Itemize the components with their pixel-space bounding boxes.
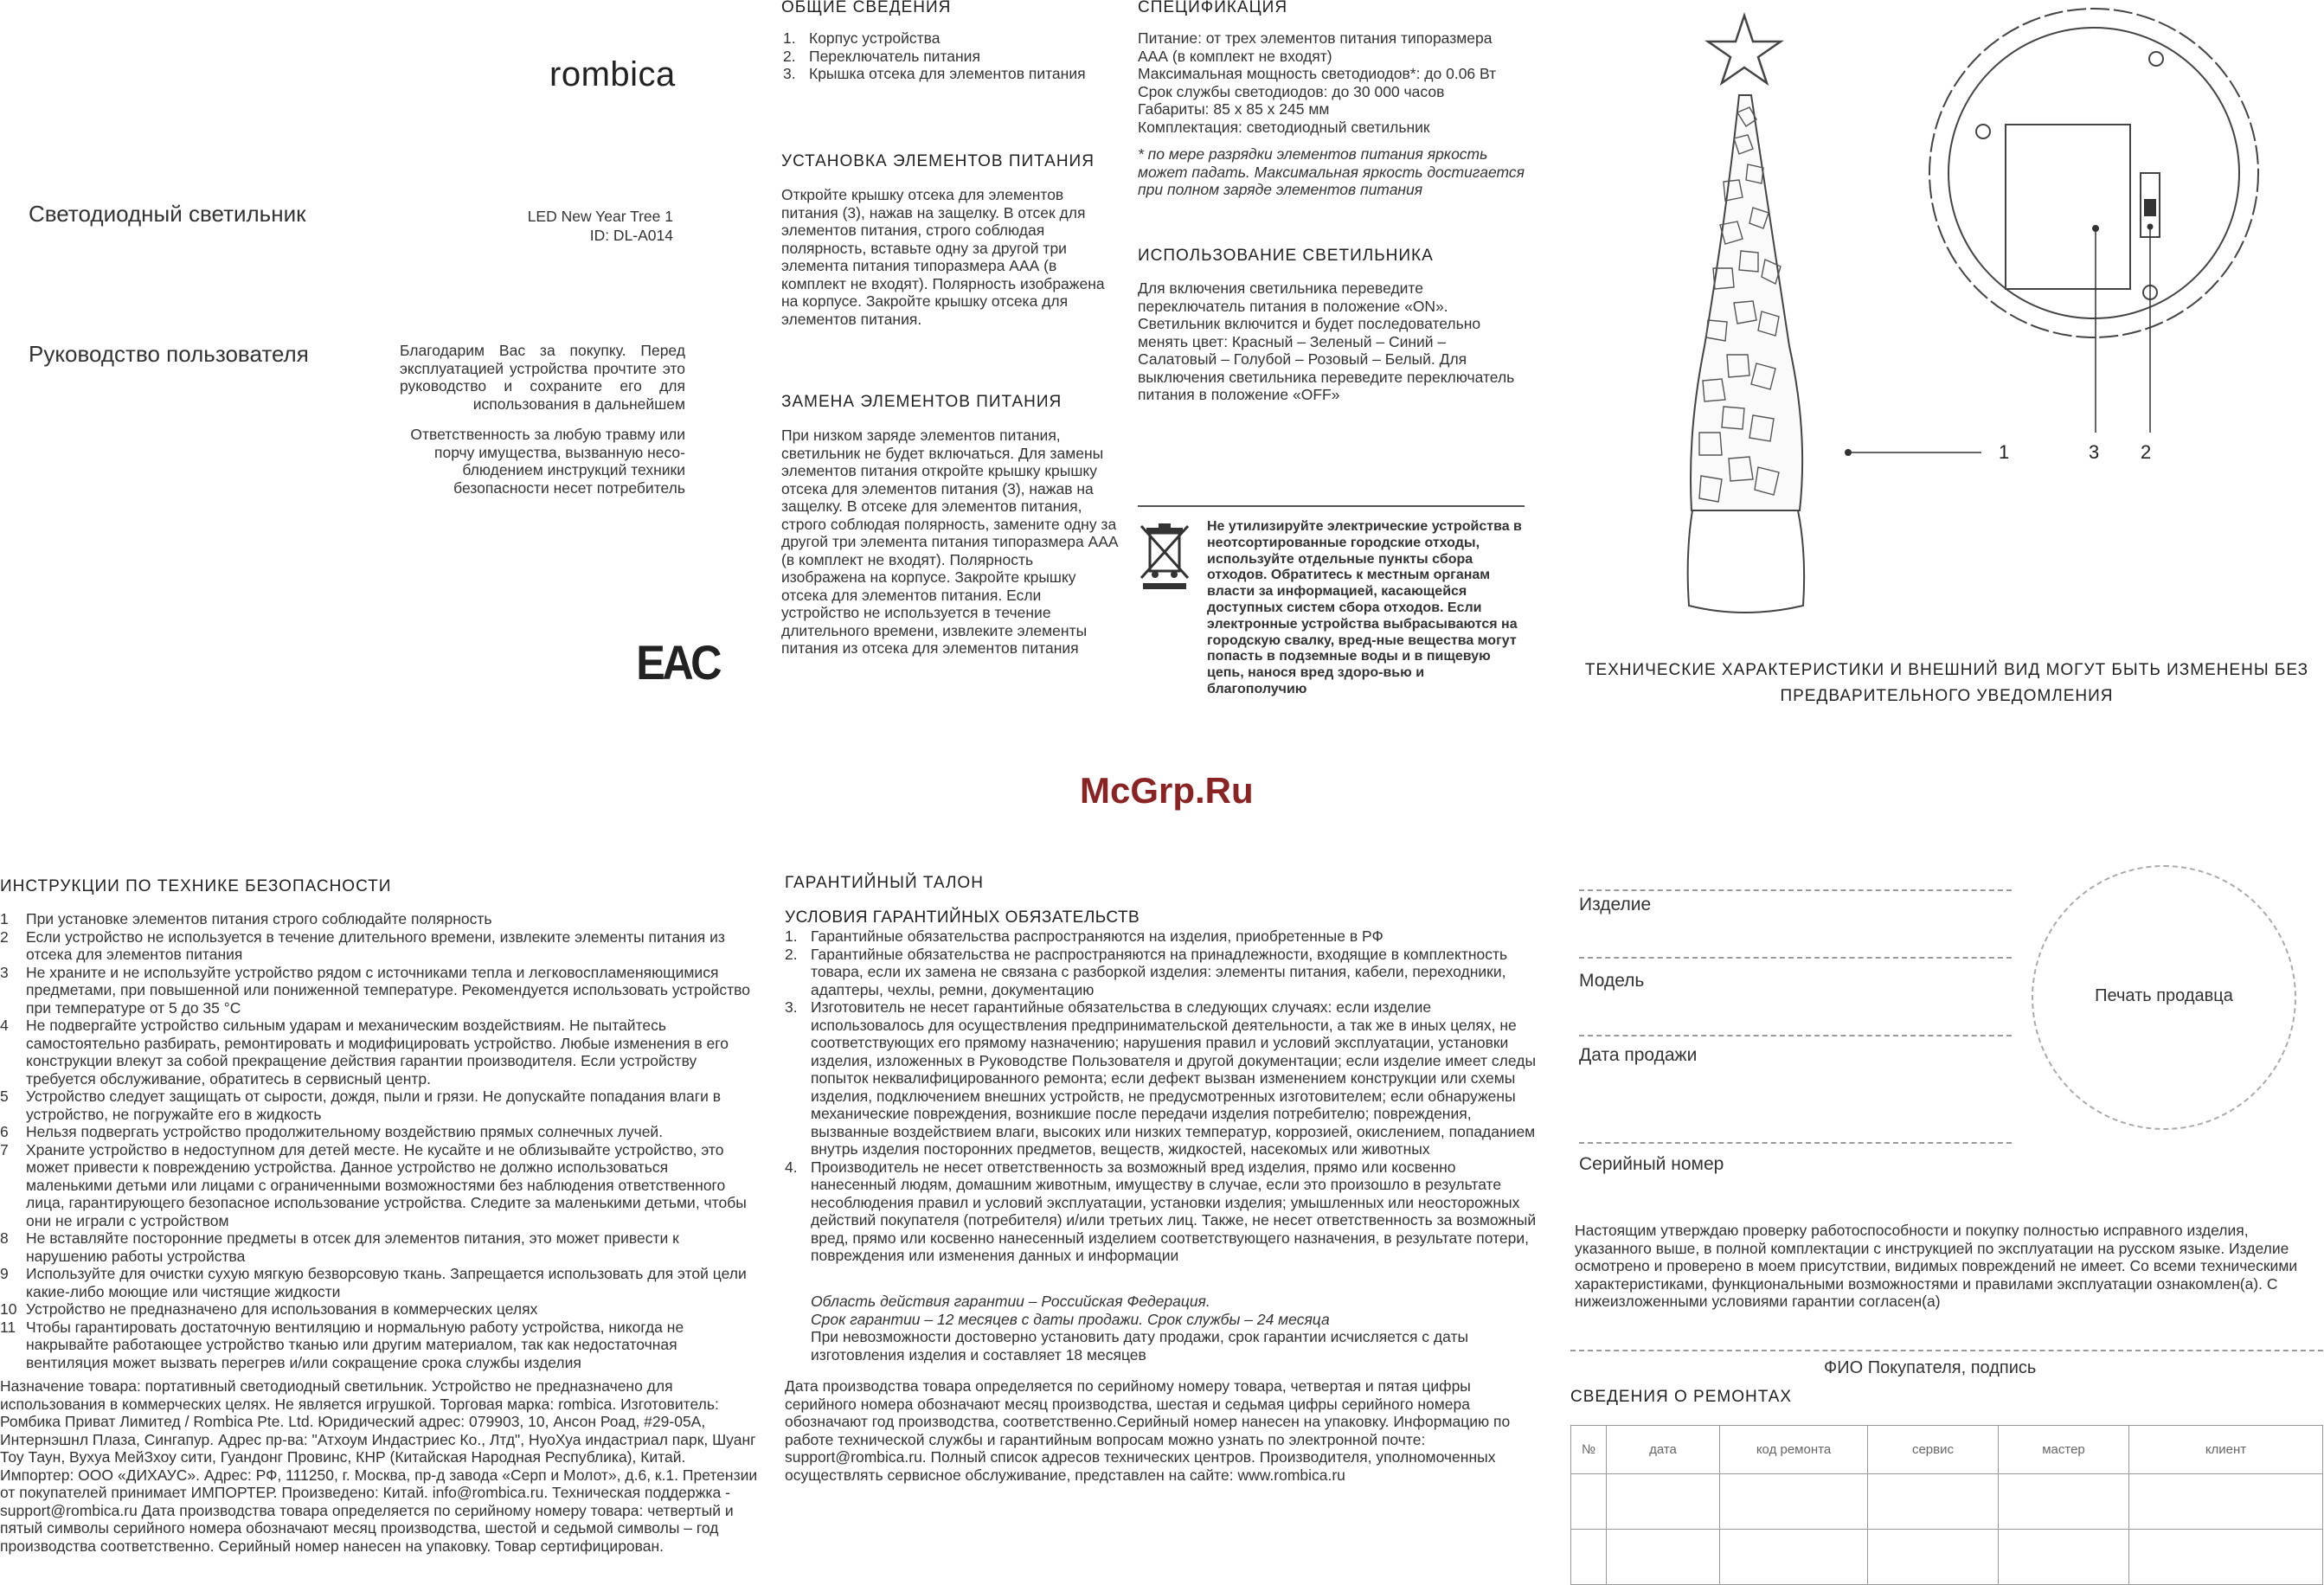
- usage-text: Для включения светильника переведите переключатель питания в положение «ON». Светильник включится и будет последовательно менять цвет: Красный – Зеленый – Синий – Салатовый – Голубой – Розовый – Белый. Для выключения светильника переведите переключатель питания в положение «OFF»: [1138, 279, 1515, 403]
- manual-title: Руководство пользователя: [29, 341, 309, 367]
- general-item: 1. Корпус устройства: [783, 29, 941, 47]
- warranty-item: 1. Гарантийные обязательства распространяются на изделия, приобретенные в РФ: [785, 927, 1383, 945]
- safety-item: 7 Храните устройство в недоступном для детей месте. Не кусайте и не облизывайте устройство, это может привести к повреждению устройства. Данное устройство не должно использоваться маленькими детьми или лицами с ограниченными возможностями без наблюдения ответственного лица, гарантирующего безопасное использование устройства. Следите за маленькими детьми, чтобы они не играли с устройством: [0, 1140, 747, 1229]
- warranty-subtitle: УСЛОВИЯ ГАРАНТИЙНЫХ ОБЯЗАТЕЛЬСТВ: [785, 908, 1140, 927]
- repairs-col-master: мастер: [1999, 1426, 2129, 1474]
- safety-title: ИНСТРУКЦИИ ПО ТЕХНИКЕ БЕЗОПАСНОСТИ: [0, 877, 392, 895]
- repairs-col-client: клиент: [2129, 1426, 2323, 1474]
- install-title: УСТАНОВКА ЭЛЕМЕНТОВ ПИТАНИЯ: [781, 152, 1095, 170]
- safety-item: 11 Чтобы гарантировать достаточную вентиляцию и нормальную работу устройства, никогда не накрывайте работающее устройство тканью или другим материалом, так как недостаточная вентиляция может вызвать перегрев и/или сокращение срока службы изделия: [0, 1318, 684, 1371]
- warranty-scope: Область действия гарантии – Российская Федерация.: [811, 1293, 1210, 1310]
- warranty-term: Срок гарантии – 12 месяцев с даты продажи. Срок службы – 24 месяца: [811, 1310, 1330, 1328]
- usage-title: ИСПОЛЬЗОВАНИЕ СВЕТИЛЬНИКА: [1138, 247, 1434, 265]
- table-cell[interactable]: [1999, 1530, 2129, 1585]
- safety-item: 10 Устройство не предназначено для использования в коммерческих целях: [0, 1300, 538, 1318]
- general-list: [783, 29, 1120, 83]
- table-cell[interactable]: [1720, 1530, 1868, 1585]
- watermark: McGrp.Ru: [1080, 770, 1254, 811]
- repairs-col-date: дата: [1607, 1426, 1720, 1474]
- repairs-col-service: сервис: [1868, 1426, 1999, 1474]
- warranty-fallback: При невозможности достоверно установить дату продажи, срок гарантии исчисляется с даты изготовления изделия и составляет 18 месяцев: [811, 1328, 1469, 1364]
- warranty-extra: [811, 1293, 1538, 1364]
- repairs-title: СВЕДЕНИЯ О РЕМОНТАХ: [1570, 1388, 1793, 1406]
- table-cell[interactable]: [1720, 1474, 1868, 1530]
- safety-item: 9 Используйте для очистки сухую мягкую безворсовую ткань. Запрещается использовать для этой цели какие-либо моющие или чистящие жидкости: [0, 1265, 747, 1300]
- field-product-label: Изделие: [1579, 895, 1652, 914]
- seller-stamp-label: Печать продавца: [2095, 986, 2233, 1005]
- warranty-item: 4. Производитель не несет ответственность за возможный вред изделия, прямо или косвенно нанесенный людям, домашним животным, имуществу в случае, если это произошло в результате несоблюдения правил и условий эксплуатации, установки изделия; умышленных или неосторожных действий покупателя (потребителя) и/или третьих лиц. Также, не несет ответственность за возможный вред, прямо или косвенно нанесенный изделием соответствующего назначения, в результате потери, повреждения или изменения данных и информации: [785, 1158, 1537, 1264]
- warranty-list: [785, 927, 1538, 1265]
- star-icon: [1708, 16, 1781, 83]
- production-info: Дата производства товара определяется по серийному номеру товара, четвертая и пятая цифры серийного номера обозначают месяц производства, шестая и седьмая цифры серийного номера обозначают год производства, соответственно.Серийный номер нанесен на упаковку. Информацию по работе технической службы и гарантийным вопросам можно узнать по электронной почте: support@rombica.ru. Полный список адресов технических центров. Производителя, уполномоченных осуществлять сервисное обслуживание, представлен на сайте: www.rombica.ru: [785, 1377, 1511, 1484]
- safety-item: 8 Не вставляйте посторонние предметы в отсек для элементов питания, это может привести к нарушению работы устройства: [0, 1229, 679, 1265]
- replace-text: При низком заряде элементов питания, светильник не будет включаться. Для замены элементов питания откройте крышку крышку отсека для элементов питания (3), нажав на защелку. В отсеке для элементов питания, строго соблюдая полярность, замените одну за другой три элемента питания типоразмера ААА (в комплект не входят). Полярность изображена на корпусе. Закройте крышку отсека для элементов питания. Если устройство не используется в течение длительного времени, извлеките элементы питания из отсека для элементов питания: [781, 427, 1119, 657]
- table-cell[interactable]: [1868, 1530, 1999, 1585]
- warranty-title: ГАРАНТИЙНЫЙ ТАЛОН: [785, 874, 984, 892]
- spec-line: Питание: от трех элементов питания типоразмера: [1138, 29, 1493, 47]
- callout-label-2: 2: [2141, 441, 2152, 463]
- table-row: [1571, 1530, 2323, 1585]
- safety-item: 4 Не подвергайте устройство сильным ударам и механическим воздействиям. Не пытайтесь самостоятельно разбирать, ремонтировать и модифицировать устройство. Любые изменения в его конструкции влекут за собой прекращение действия гарантии производителя. Если устройству требуется обслуживание, обратитесь в сервисный центр.: [0, 1017, 729, 1088]
- warranty-item: 3. Изготовитель не несет гарантийные обязательства в следующих случаях: если изделие использовалось для осуществления предпринимательской деятельности, а так же в иных целях, не соответствующих его прямому назначению; нарушения правил и условий эксплуатации, установки изделия, изложенных в Руководстве Пользователя и другой документации; если изделие имеет следы попыток неквалифицированного ремонта; если дефект вызван изменением конструкции или схемы изделия, подключением внешних устройств, не предусмотренных изготовителем; если обнаружены механические повреждения, возникшие после передачи изделия потребителю; повреждения, вызванные воздействием влаги, высоких или низких температур, коррозией, окислением, попаданием внутрь изделия посторонних предметов, веществ, жидкостей, насекомых или животных: [785, 998, 1537, 1158]
- repairs-col-number: №: [1571, 1426, 1607, 1474]
- recycle-text: Не утилизируйте электрические устройства в неотсортированные городские отходы, используйте отдельные пункты сбора отходов. Обратитесь к местным органам власти за информацией, касающейся доступных систем сбора отходов. Если электронные устройства выбрасываются на городскую свалку, вред-ные вещества могут попасть в подземные воды и в пищевую цепь, нанося вред здоро-вью и благополучию: [1207, 519, 1522, 696]
- spec-line: Комплектация: светодиодный светильник: [1138, 118, 1430, 136]
- table-cell[interactable]: [2129, 1530, 2323, 1585]
- spec-line: Максимальная мощность светодиодов*: до 0.06 Вт: [1138, 65, 1497, 82]
- table-cell[interactable]: [1868, 1474, 1999, 1530]
- field-product-line[interactable]: [1579, 957, 2012, 959]
- eac-mark: EAC: [636, 635, 719, 690]
- replace-title: ЗАМЕНА ЭЛЕМЕНТОВ ПИТАНИЯ: [781, 393, 1062, 411]
- table-cell[interactable]: [1571, 1530, 1607, 1585]
- field-separator: [1579, 889, 2012, 891]
- brand-logo: rombica: [549, 55, 676, 93]
- model-id: ID: DL-A014: [589, 227, 673, 244]
- callout-label-1: 1: [1999, 441, 2010, 463]
- weee-icon: [1138, 523, 1191, 590]
- general-item: 3. Крышка отсека для элементов питания: [783, 65, 1086, 82]
- safety-list: [0, 910, 753, 1371]
- purchase-confirmation: Настоящим утверждаю проверку работоспособности и покупку полностью исправного изделия, указанного выше, в полной комплектации с инструкцией по эксплуатации на русском языке. Изделие осмотрено и проверено в моем присутствии, видимых повреждений не имеет. Со всеми техническими характеристиками, функциональными возможностями и правилами эксплуатации ознакомлен(а). С нижеизложенными условиями гарантии согласен(а): [1575, 1222, 2298, 1310]
- safety-item: 6 Нельзя подвергать устройство продолжительному воздействию прямых солнечных лучей.: [0, 1123, 664, 1140]
- legal-info: Назначение товара: портативный светодиодный светильник. Устройство не предназначено для использования в коммерческих целях. Не является игрушкой. Торговая марка: rombica. Изготовитель: Ромбика Приват Лимитед / Rombica Pte. Ltd. Юридический адрес: 079903, 10, Ансон Роад, #29-05A, Интернэшнл Плаза, Сингапур. Адрес пр-ва: "Атхоум Индастриес Ко., Лтд", НуоХуа индастриал парк, Шуанг Тоу Таун, Вухуа МейЗхоу сити, Гуандонг Провинс, КНР (Китайская Народная Республика), Китай. Импортер: ООО «ДИХАУС». Адрес: РФ, 111250, г. Москва, пр-д завода «Серп и Молот», д.6, к.1. Претензии от покупателей принимает ИМПОРТЕР. Произведено: Китай. info@rombica.ru. Техническая поддержка - support@rombica.ru Дата производства товара определяется по серийному номеру товара: четвертый и пятый символы серийного номера обозначают месяц производства, шестой и седьмой символы – год производства соответственно. Серийный номер нанесен на упаковку. Товар сертифицирован.: [0, 1377, 758, 1555]
- safety-item: 5 Устройство следует защищать от сырости, дождя, пыли и грязи. Не допускайте попадания влаги в устройство, не погружайте его в жидкость: [0, 1088, 722, 1123]
- repairs-table: [1570, 1425, 2323, 1585]
- product-diagram: [1644, 0, 2324, 658]
- thanks-text: Благодарим Вас за покупку. Перед эксплуатацией устройства прочтите это руководство и сохраните его для использования в дальнейшем: [400, 342, 685, 413]
- general-item: 2. Переключатель питания: [783, 47, 980, 65]
- install-text: Откройте крышку отсека для элементов питания (3), нажав на защелку. В отсек для элементов питания, строго соблюдая полярность, вставьте одну за другой три элемента питания типоразмера ААА (в комплект не входят). Полярность изображена на корпусе. Закройте крышку отсека для элементов питания.: [781, 186, 1105, 328]
- warranty-item: 2. Гарантийные обязательства не распространяются на принадлежности, входящие в комплектность товара, если их замена не связана с разборкой изделия: элементы питания, кабели, переходники, адаптеры, чехлы, ремни, документацию: [785, 945, 1508, 998]
- field-model-line[interactable]: [1579, 1035, 2012, 1036]
- spec-note: * по мере разрядки элементов питания яркость может падать. Максимальная яркость достигается при полном заряде элементов питания: [1138, 145, 1525, 198]
- divider: [1138, 505, 1525, 507]
- field-model-label: Модель: [1579, 971, 1645, 991]
- general-title: ОБЩИЕ СВЕДЕНИЯ: [781, 0, 952, 16]
- signature-line[interactable]: [1570, 1350, 2323, 1351]
- safety-item: 2 Если устройство не используется в течение длительного времени, извлеките элементы питания из отсека для элементов питания: [0, 927, 725, 963]
- model-name: LED New Year Tree 1: [527, 208, 673, 225]
- table-cell[interactable]: [1607, 1530, 1720, 1585]
- table-cell[interactable]: [1571, 1474, 1607, 1530]
- table-cell[interactable]: [1999, 1474, 2129, 1530]
- table-cell[interactable]: [1607, 1474, 1720, 1530]
- repairs-col-code: код ремонта: [1720, 1426, 1868, 1474]
- field-serial-label: Серийный номер: [1579, 1154, 1724, 1174]
- field-sale-date-label: Дата продажи: [1579, 1045, 1698, 1065]
- spec-line: Срок службы светодиодов: до 30 000 часов: [1138, 82, 1445, 100]
- responsibility-text: Ответственность за любую травму или порчу имущества, вызванную несо-блюдением инструкций техники безопасности несет потребитель: [410, 426, 685, 497]
- field-sale-date-line[interactable]: [1579, 1142, 2012, 1144]
- spec-lines: [1138, 29, 1536, 136]
- table-cell[interactable]: [2129, 1474, 2323, 1530]
- table-row: [1571, 1474, 2323, 1530]
- spec-line: Габариты: 85 х 85 х 245 мм: [1138, 100, 1330, 118]
- callout-label-3: 3: [2089, 441, 2100, 463]
- repairs-header-row: [1571, 1426, 2323, 1474]
- safety-item: 3 Не храните и не используйте устройство рядом с источниками тепла и легковоспламеняющимися предметами, при повышенной или пониженной температуре. Рекомендуется использовать устройство при температуре от 5 до 35 °C: [0, 963, 750, 1017]
- spec-line: ААА (в комплект не входят): [1138, 47, 1332, 65]
- spec-title: СПЕЦИФИКАЦИЯ: [1138, 0, 1288, 16]
- safety-item: 1 При установке элементов питания строго соблюдайте полярность: [0, 910, 492, 927]
- signature-label: ФИО Покупателя, подпись: [1824, 1358, 2037, 1377]
- change-notice: ТЕХНИЧЕСКИЕ ХАРАКТЕРИСТИКИ И ВНЕШНИЙ ВИД МОГУТ БЫТЬ ИЗМЕНЕНЫ БЕЗ ПРЕДВАРИТЕЛЬНОГО УВЕДОМЛЕНИЯ: [1584, 661, 2309, 705]
- product-title: Светодиодный светильник: [29, 201, 306, 227]
